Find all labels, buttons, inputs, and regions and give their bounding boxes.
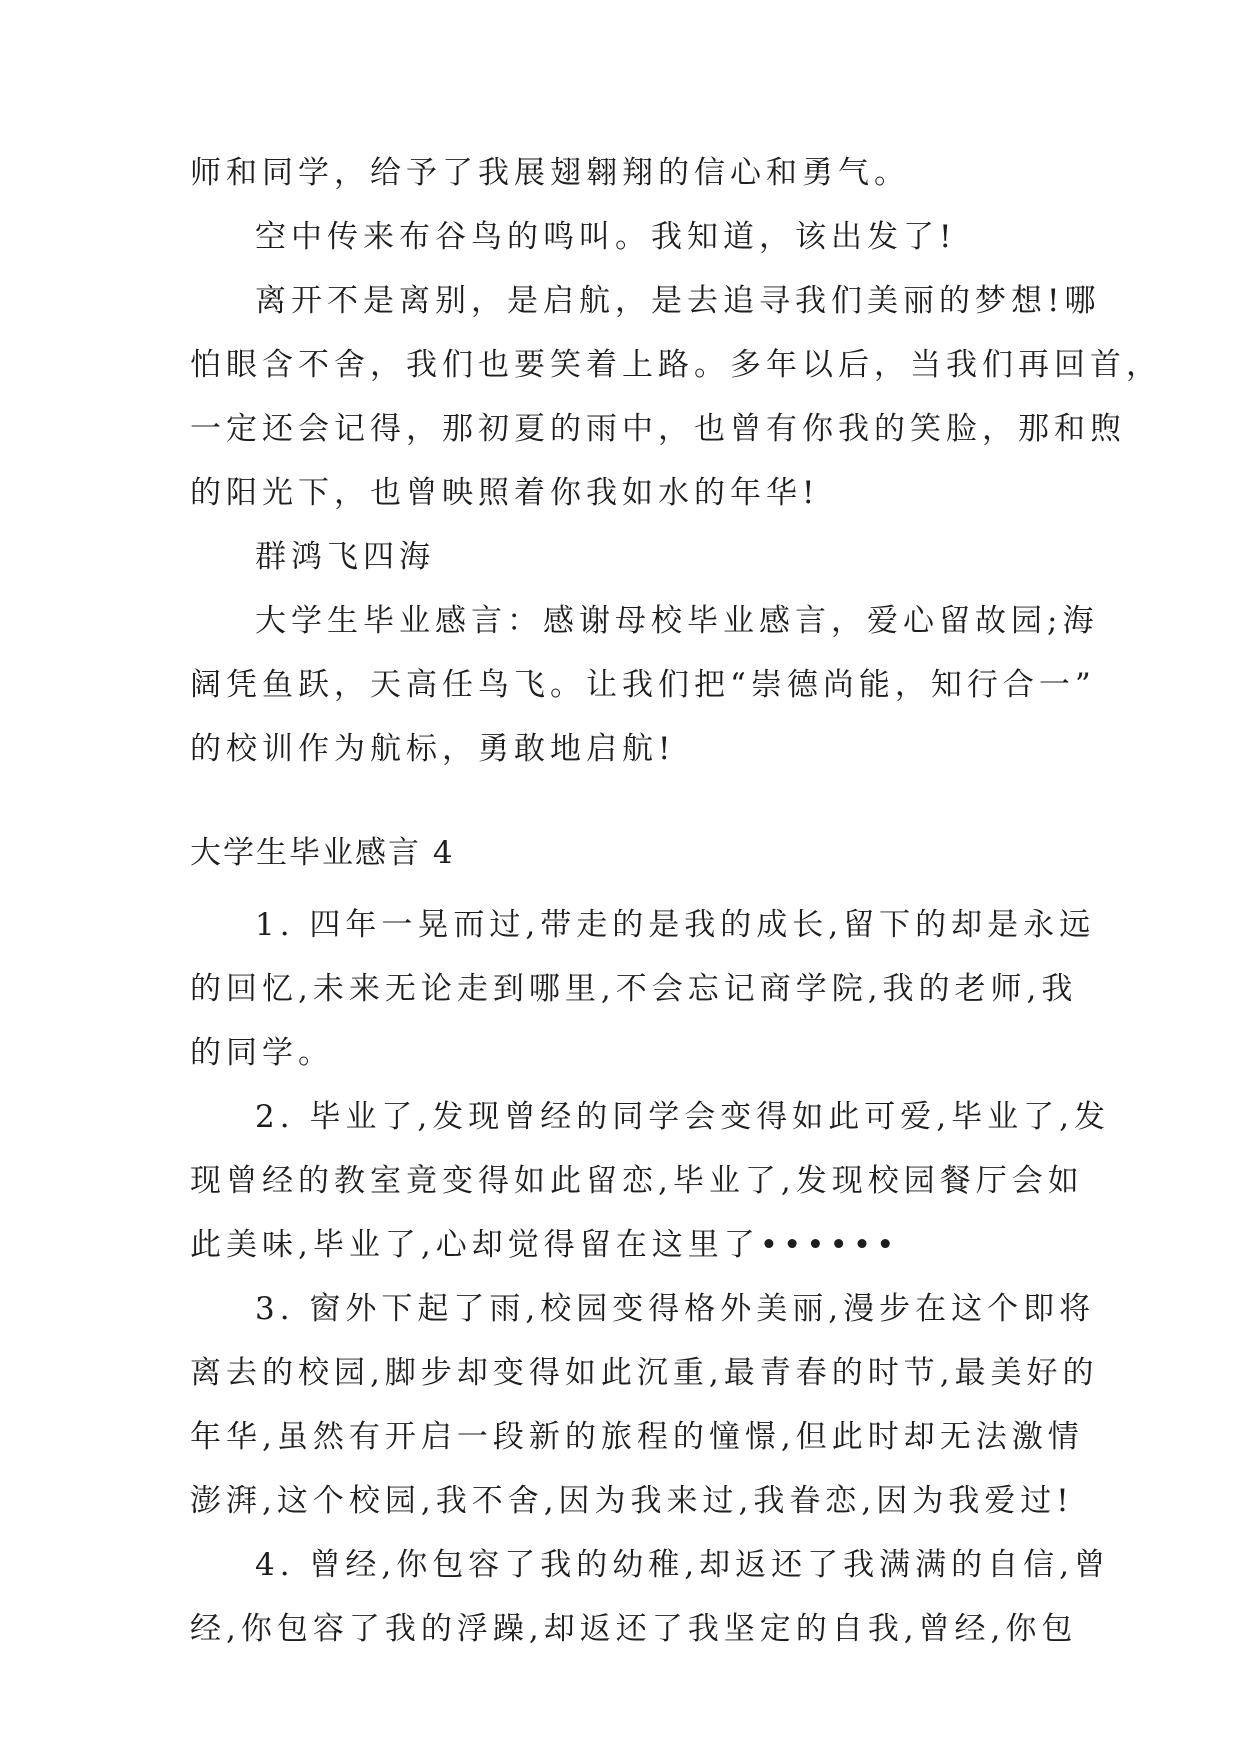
- paragraph-line: 一定还会记得，那初夏的雨中，也曾有你我的笑脸，那和煦: [190, 411, 1126, 447]
- paragraph-line: 离开不是离别，是启航，是去追寻我们美丽的梦想!哪: [255, 283, 1101, 319]
- list-item-line: 4. 曾经,你包容了我的幼稚,却返还了我满满的自信,曾: [255, 1547, 1110, 1583]
- section-title: 大学生毕业感言 4: [190, 835, 455, 871]
- list-item-line: 澎湃,这个校园,我不舍,因为我来过,我眷恋,因为我爱过!: [190, 1483, 1074, 1519]
- list-item-line: 3. 窗外下起了雨,校园变得格外美丽,漫步在这个即将: [255, 1291, 1096, 1327]
- list-item-line: 离去的校园,脚步却变得如此沉重,最青春的时节,最美好的: [190, 1355, 1099, 1391]
- list-item-line: 年华,虽然有开启一段新的旅程的憧憬,但此时却无法激情: [190, 1419, 1084, 1455]
- paragraph-line: 的阳光下，也曾映照着你我如水的年华!: [190, 475, 820, 511]
- paragraph-line: 师和同学，给予了我展翅翱翔的信心和勇气。: [190, 155, 910, 191]
- paragraph-line: 阔凭鱼跃，天高任鸟飞。让我们把“崇德尚能，知行合一”: [190, 667, 1096, 703]
- paragraph-line: 怕眼含不舍，我们也要笑着上路。多年以后，当我们再回首，: [190, 347, 1162, 383]
- list-item-line: 1. 四年一晃而过,带走的是我的成长,留下的却是永远: [255, 907, 1096, 943]
- list-item-line: 2. 毕业了,发现曾经的同学会变得如此可爱,毕业了,发: [255, 1099, 1110, 1135]
- list-item-line: 现曾经的教室竟变得如此留恋,毕业了,发现校园餐厅会如: [190, 1163, 1084, 1199]
- paragraph-line: 空中传来布谷鸟的鸣叫。我知道，该出发了!: [255, 219, 957, 255]
- list-item-line: 的回忆,未来无论走到哪里,不会忘记商学院,我的老师,我: [190, 971, 1078, 1007]
- list-item-line: 经,你包容了我的浮躁,却返还了我坚定的自我,曾经,你包: [190, 1611, 1078, 1647]
- paragraph-line: 群鸿飞四海: [255, 539, 435, 575]
- list-item-line: 的同学。: [190, 1035, 334, 1071]
- list-item-line: 此美味,毕业了,心却觉得留在这里了••••••: [190, 1227, 900, 1263]
- paragraph-line: 的校训作为航标，勇敢地启航!: [190, 731, 676, 767]
- paragraph-line: 大学生毕业感言：感谢母校毕业感言，爱心留故园;海: [255, 603, 1099, 639]
